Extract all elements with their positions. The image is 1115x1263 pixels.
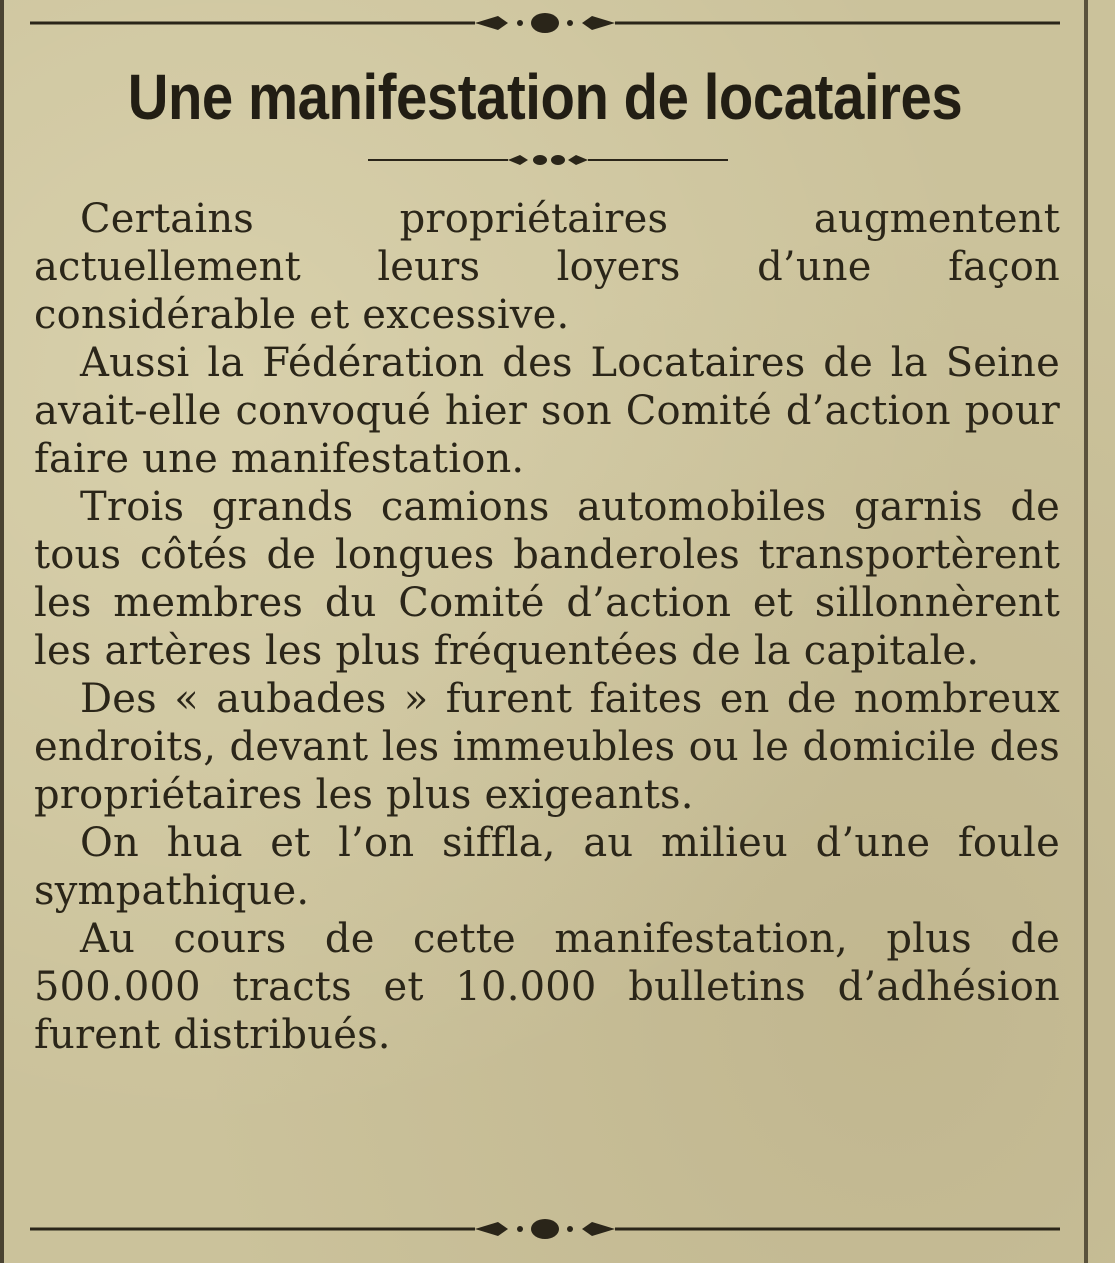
paragraph-6: Au cours de cette manifestation, plus de 500.000 tracts et 10.000 bulletins d’adhésion furent distribués. <box>34 916 1060 1058</box>
column-rule-right <box>1084 0 1088 1263</box>
paragraph-1: Certains propriétaires augmentent actuellement leurs loyers d’une façon considérable et excessive. <box>34 196 1060 338</box>
headline-divider <box>368 150 728 170</box>
article-body <box>34 195 1060 1059</box>
paragraph-3: Trois grands camions automobiles garnis de tous côtés de longues banderoles transportèrent les membres du Comité d’action et sillonnèrent les artères les plus fréquentées de la capitale. <box>34 484 1060 674</box>
headline: Une manifestation de locataires <box>127 61 963 133</box>
paragraph-2: Aussi la Fédération des Locataires de la Seine avait-elle convoqué hier son Comité d’action pour faire une manifestation. <box>34 340 1060 482</box>
bottom-ornament-rule <box>30 1212 1060 1246</box>
column-rule-left <box>0 0 4 1263</box>
paragraph-4: Des « aubades » furent faites en de nombreux endroits, devant les immeubles ou le domicile des propriétaires les plus exigeants. <box>34 676 1060 818</box>
top-ornament-rule <box>30 6 1060 40</box>
paragraph-5: On hua et l’on siffla, au milieu d’une foule sympathique. <box>34 820 1060 914</box>
